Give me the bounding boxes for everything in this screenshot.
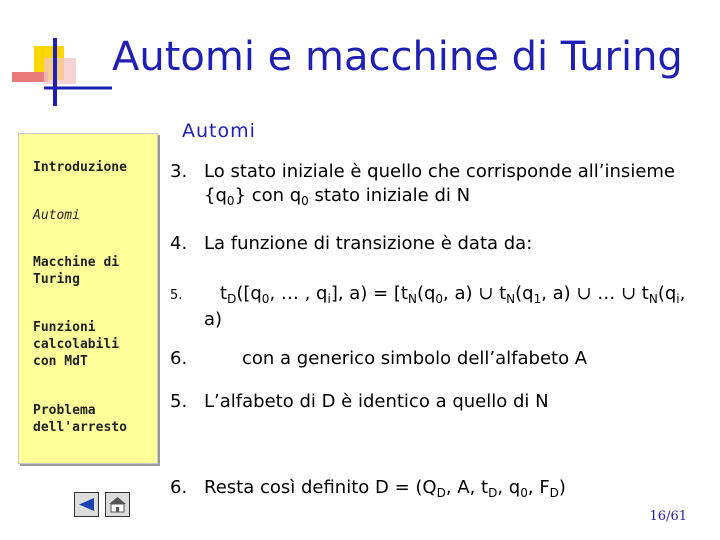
sidebar-item-macchine-di-turing[interactable]: Macchine di Turing — [33, 255, 120, 287]
list-item: 5. L’alfabeto di D è identico a quello di N — [170, 391, 549, 412]
list-item: 5. $t_D([q_0$, … , $q_i$], $a) = [t_N(q_0$, a) ∪ $t_N(q_1$, a) ∪ … ∪ $t_N(q_i$, a) — [170, 283, 686, 330]
sidebar-item-introduzione[interactable]: Introduzione — [33, 160, 127, 175]
home-icon — [108, 496, 127, 513]
item-number: 5. — [170, 288, 183, 303]
list-item: 6. Resta così definito $D = (Q_D$, A, $t_D$, $q_0$, $F_D$) — [170, 477, 566, 500]
back-icon — [78, 497, 95, 512]
page-number: 16/61 — [649, 509, 687, 524]
slide-title: Automi e macchine di Turing — [112, 34, 683, 80]
item-number: 6. — [170, 348, 188, 369]
item-number: 6. — [170, 477, 188, 498]
item-number: 5. — [170, 391, 188, 412]
list-item: 3. Lo stato iniziale è quello che corrisponde all’insieme $\{q_0\}$ con $q_0$ stato iniziale di N — [170, 161, 675, 208]
list-item: 4. La funzione di transizione è data da: — [170, 233, 533, 254]
sidebar-item-funzioni-calcolabili[interactable]: Funzioni calcolabili con MdT — [33, 320, 120, 369]
home-button[interactable] — [105, 492, 130, 517]
sidebar-item-problema-arresto[interactable]: Problema dell'arresto — [33, 403, 127, 435]
sidebar-nav — [18, 133, 158, 464]
slide-nav — [74, 492, 130, 517]
logo-graphic — [0, 0, 120, 110]
back-button[interactable] — [74, 492, 99, 517]
item-number: 4. — [170, 233, 188, 254]
slide-subtitle: Automi — [182, 120, 256, 142]
list-item: 6. con a generico simbolo dell’alfabeto A — [170, 348, 588, 369]
sidebar-item-automi[interactable]: Automi — [33, 208, 80, 223]
item-number: 3. — [170, 161, 188, 182]
